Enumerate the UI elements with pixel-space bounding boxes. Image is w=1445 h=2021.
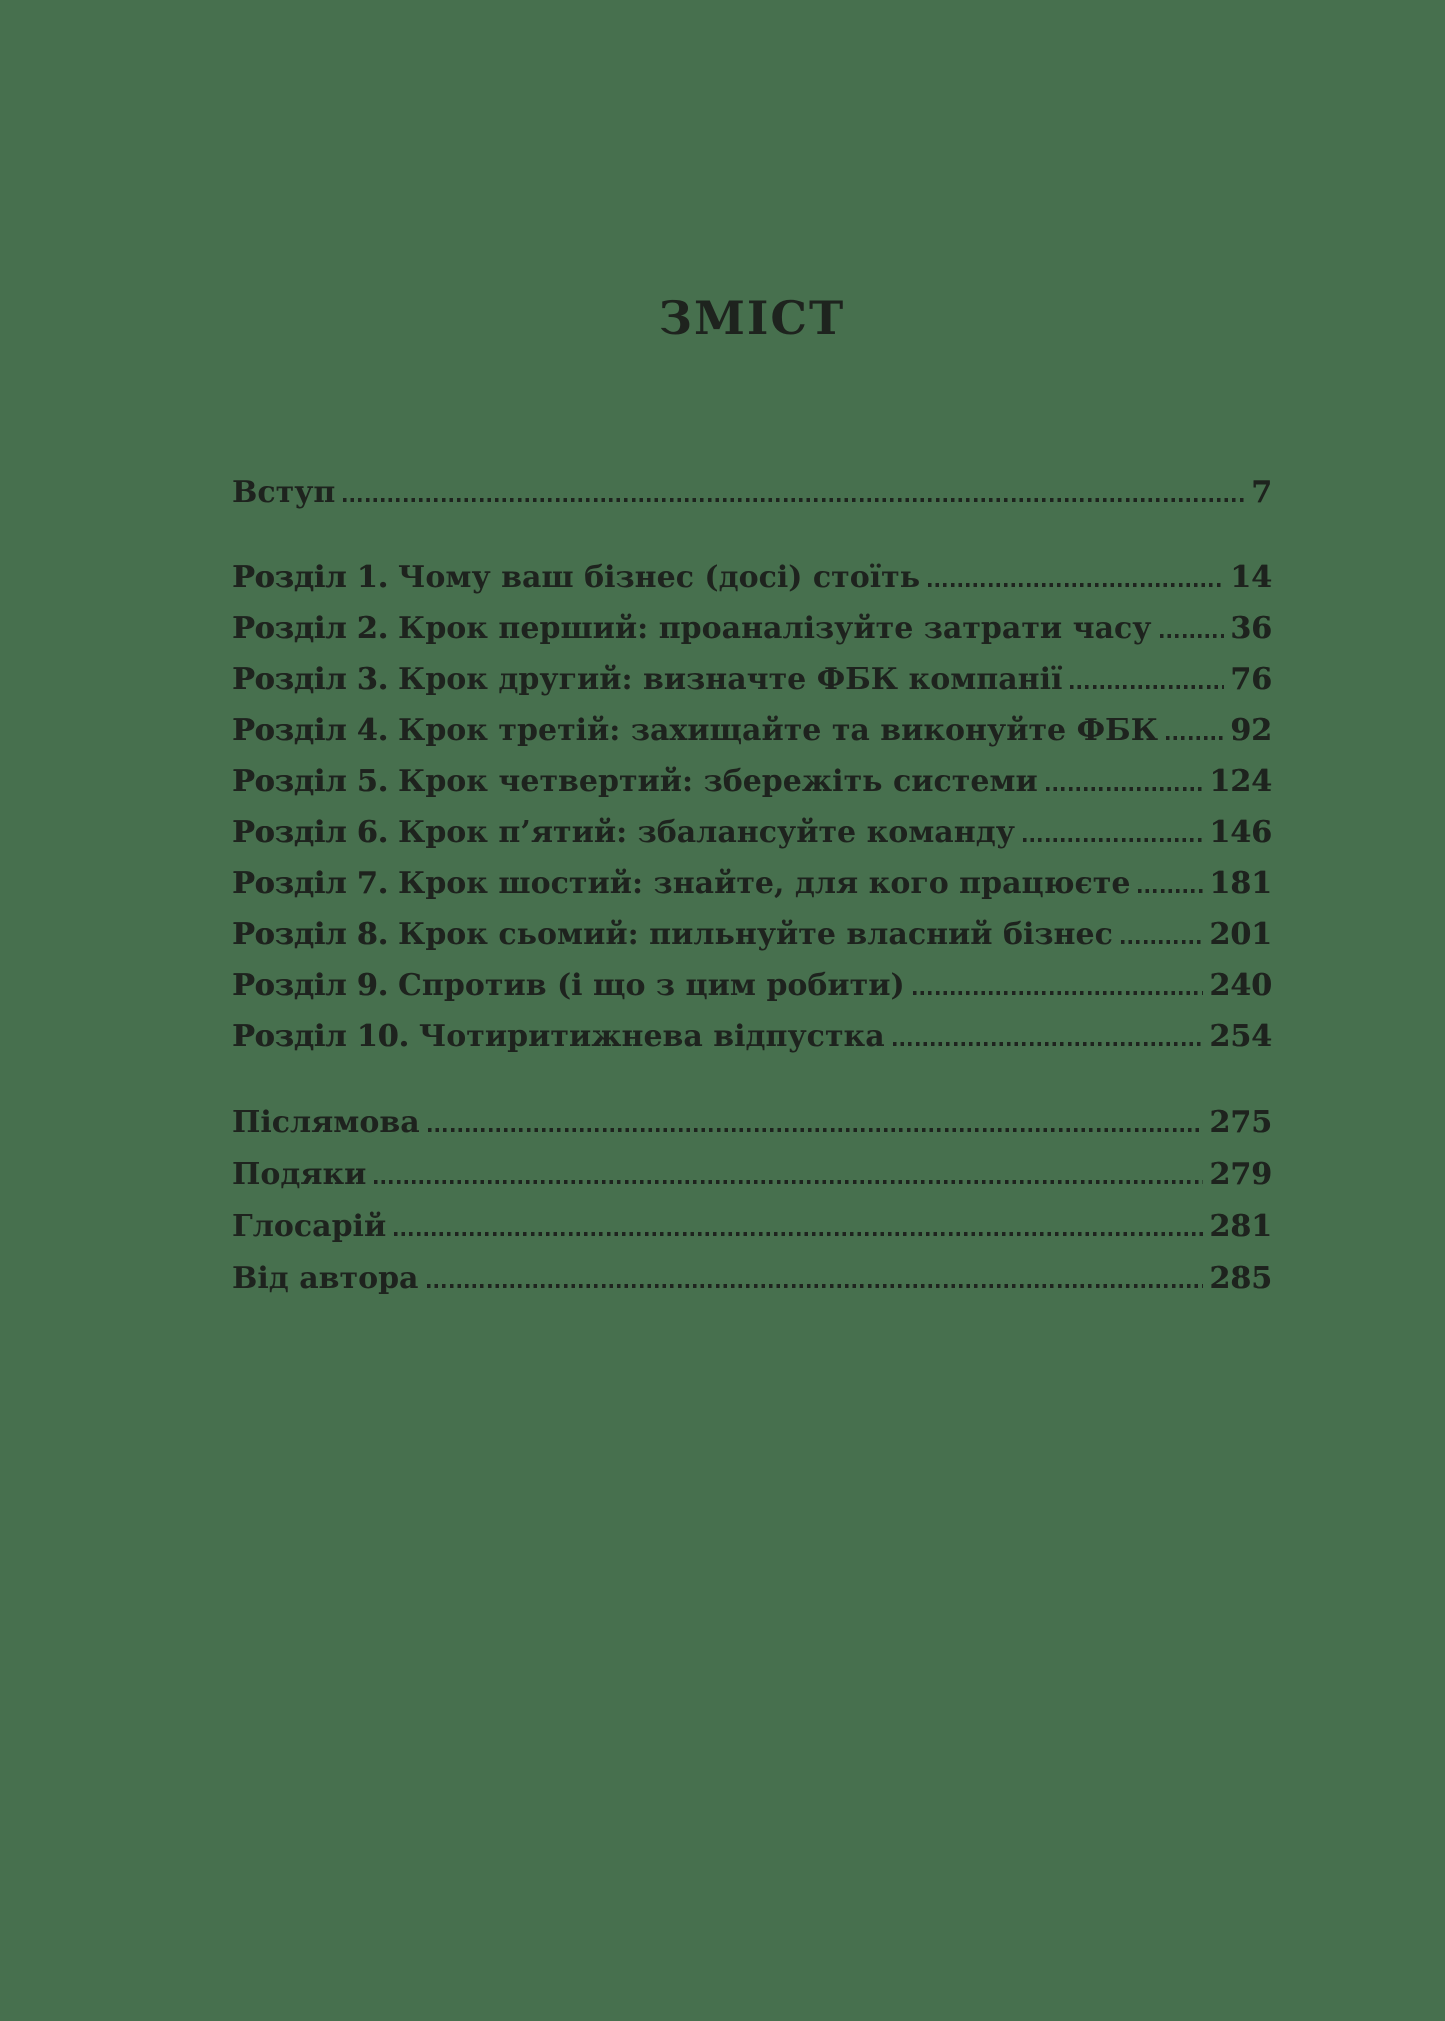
- chapter-title: Крок сьомий: пильнуйте власний бізнес: [398, 917, 1113, 952]
- toc-entry: [232, 1253, 1272, 1305]
- chapter-title: Крок шостий: знайте, для кого працюєте: [398, 866, 1131, 901]
- chapter-number-label: Розділ 1.: [232, 560, 389, 595]
- toc-entry-label: Глосарій: [232, 1209, 387, 1244]
- toc-content: [232, 0, 1272, 1305]
- toc-entry: [232, 1097, 1272, 1149]
- toc-entry-label: Вступ: [232, 475, 336, 510]
- chapter-title: Чому ваш бізнес (досі) стоїть: [398, 560, 921, 595]
- chapter-number-label: Розділ 8.: [232, 917, 389, 952]
- chapter-title: Крок перший: проаналізуйте затрати часу: [398, 611, 1152, 646]
- chapter-number-label: Розділ 4.: [232, 713, 389, 748]
- chapter-title: Крок четвертий: збережіть системи: [398, 764, 1038, 799]
- toc-front-matter: [232, 467, 1272, 518]
- toc-chapter-entry: [232, 807, 1272, 858]
- toc-page-number: 254: [1209, 1019, 1272, 1054]
- toc-page-number: 275: [1209, 1105, 1272, 1140]
- toc-page-number: 146: [1209, 815, 1272, 850]
- toc-entry-label: Післямова: [232, 1105, 420, 1140]
- dot-leader: [394, 1232, 1203, 1236]
- chapter-number-label: Розділ 10.: [232, 1019, 409, 1054]
- toc-entry: [232, 1149, 1272, 1201]
- toc-chapter-entry: [232, 654, 1272, 705]
- chapter-title: Крок другий: визначте ФБК компанії: [398, 662, 1063, 697]
- dot-leader: [893, 1042, 1204, 1046]
- toc-chapter-entry: [232, 603, 1272, 654]
- dot-leader: [1166, 736, 1224, 740]
- chapter-number-label: Розділ 7.: [232, 866, 389, 901]
- chapter-number-label: Розділ 5.: [232, 764, 389, 799]
- dot-leader: [343, 498, 1245, 502]
- chapter-number-label: Розділ 6.: [232, 815, 389, 850]
- toc-chapter-entry: [232, 858, 1272, 909]
- chapter-title: Крок третій: захищайте та виконуйте ФБК: [398, 713, 1158, 748]
- toc-chapter-entry: [232, 756, 1272, 807]
- toc-page-number: 124: [1209, 764, 1272, 799]
- toc-page-number: 240: [1209, 968, 1272, 1003]
- dot-leader: [1121, 940, 1204, 944]
- dot-leader: [1138, 889, 1203, 893]
- toc-entry-label: Подяки: [232, 1157, 367, 1192]
- dot-leader: [928, 583, 1224, 587]
- toc-page-number: 181: [1209, 866, 1272, 901]
- chapter-number-label: Розділ 9.: [232, 968, 389, 1003]
- chapter-title: Спротив (і що з цим робити): [398, 968, 905, 1003]
- toc-back-matter: [232, 1097, 1272, 1305]
- toc-page-number: 76: [1230, 662, 1272, 697]
- toc-page-number: 36: [1230, 611, 1272, 646]
- toc-chapter-entry: [232, 960, 1272, 1011]
- dot-leader: [1023, 838, 1203, 842]
- toc-chapter-entry: [232, 705, 1272, 756]
- toc-chapter-entry: [232, 552, 1272, 603]
- dot-leader: [913, 991, 1204, 995]
- toc-chapter-entry: [232, 1011, 1272, 1062]
- toc-page-number: 201: [1209, 917, 1272, 952]
- toc-page-number: 281: [1209, 1209, 1272, 1244]
- dot-leader: [1160, 634, 1225, 638]
- toc-page-number: 7: [1251, 475, 1272, 510]
- page-title: ЗМІСТ: [658, 291, 846, 345]
- chapter-number-label: Розділ 2.: [232, 611, 389, 646]
- chapter-title: Крок п’ятий: збалансуйте команду: [398, 815, 1015, 850]
- chapter-number-label: Розділ 3.: [232, 662, 389, 697]
- chapter-title: Чотиритижнева відпустка: [418, 1019, 885, 1054]
- dot-leader: [1046, 787, 1204, 791]
- dot-leader: [427, 1284, 1204, 1288]
- toc-entry: [232, 467, 1272, 518]
- toc-page-number: 92: [1230, 713, 1272, 748]
- dot-leader: [1070, 685, 1224, 689]
- toc-entry: [232, 1201, 1272, 1253]
- dot-leader: [428, 1128, 1204, 1132]
- toc-chapter-list: [232, 552, 1272, 1062]
- toc-page-number: 14: [1230, 560, 1272, 595]
- dot-leader: [374, 1180, 1203, 1184]
- toc-entry-label: Від автора: [232, 1261, 419, 1296]
- toc-page-number: 279: [1209, 1157, 1272, 1192]
- toc-chapter-entry: [232, 909, 1272, 960]
- toc-page-number: 285: [1209, 1261, 1272, 1296]
